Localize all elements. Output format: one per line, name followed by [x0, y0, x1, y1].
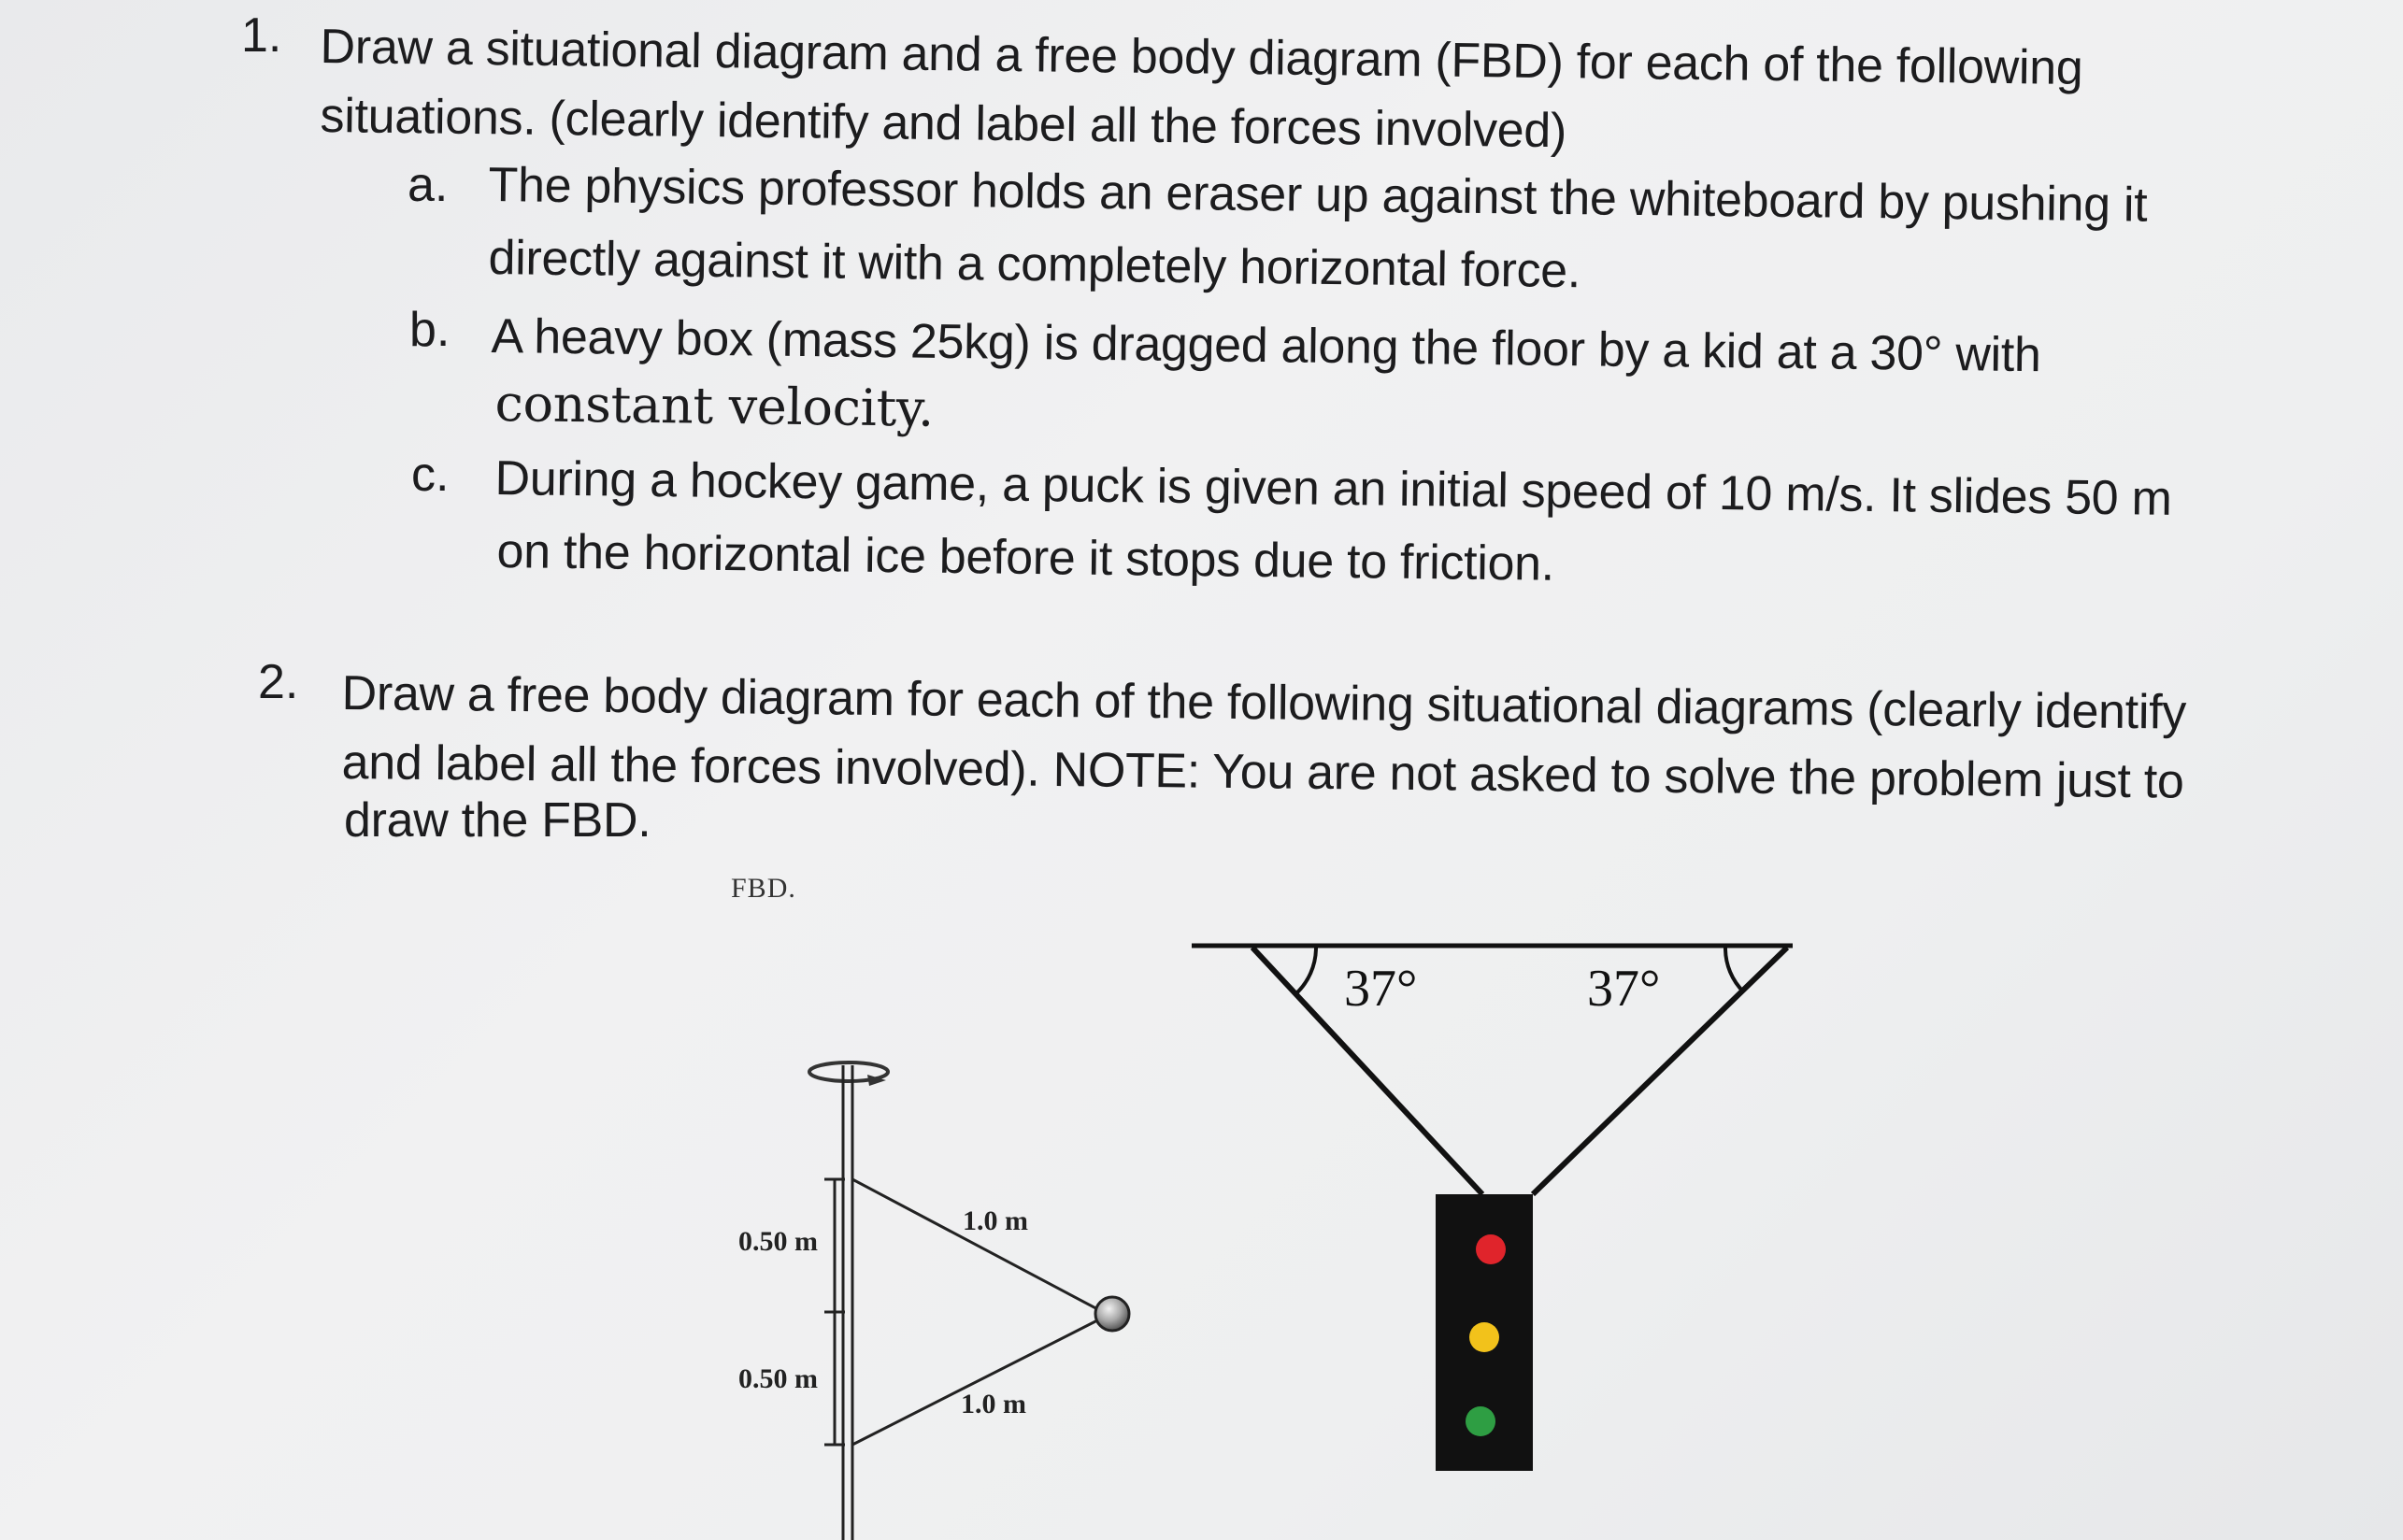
lower-segment-label: 0.50 m	[738, 1363, 818, 1394]
green-light	[1466, 1406, 1495, 1436]
left-angle-arc	[1295, 948, 1316, 994]
q2-number: 2.	[258, 655, 299, 709]
traffic-light-diagram	[1192, 946, 1793, 1471]
q1c-line-2: on the horizontal ice before it stops due to friction.	[496, 523, 1555, 592]
q2-line-2: and label all the forces involved). NOTE: You are not asked to solve the problem just to	[341, 734, 2184, 809]
right-angle-label: 37°	[1587, 960, 1661, 1018]
left-angle-label: 37°	[1344, 960, 1418, 1018]
upper-segment-label: 0.50 m	[738, 1226, 818, 1257]
q1-line-1: Draw a situational diagram and a free body diagram (FBD) for each of the following	[320, 19, 2083, 96]
upper-string	[852, 1179, 1103, 1312]
ball	[1095, 1297, 1129, 1331]
q1c-letter: c.	[411, 448, 450, 502]
rotating-pole-diagram	[809, 1062, 1129, 1540]
upper-string-label: 1.0 m	[963, 1205, 1028, 1236]
q2-line-3: draw the FBD.	[344, 793, 651, 848]
yellow-light	[1469, 1322, 1499, 1352]
q2-line-1: Draw a free body diagram for each of the following situational diagrams (clearly identify	[341, 665, 2187, 740]
q1a-letter: a.	[408, 158, 449, 212]
right-angle-arc	[1725, 948, 1744, 992]
q1c-line-1: During a hockey game, a puck is given an initial speed of 10 m/s. It slides 50 m	[494, 450, 2172, 526]
q1a-line-1: The physics professor holds an eraser up against the whiteboard by pushing it	[488, 157, 2148, 233]
fbd-label: FBD.	[731, 873, 796, 904]
q1b-line-2: constant velocity.	[494, 374, 935, 438]
q1b-line-1: A heavy box (mass 25kg) is dragged along the floor by a kid at a 30° with	[491, 308, 2041, 383]
red-light	[1476, 1234, 1506, 1264]
q1b-letter: b.	[409, 303, 451, 357]
lower-string	[852, 1318, 1103, 1445]
lower-string-label: 1.0 m	[961, 1389, 1026, 1419]
q1-number: 1.	[241, 8, 282, 63]
q1-line-2: situations. (clearly identify and label all the forces involved)	[320, 88, 1567, 159]
q1a-line-2: directly against it with a completely horizontal force.	[488, 230, 1581, 299]
